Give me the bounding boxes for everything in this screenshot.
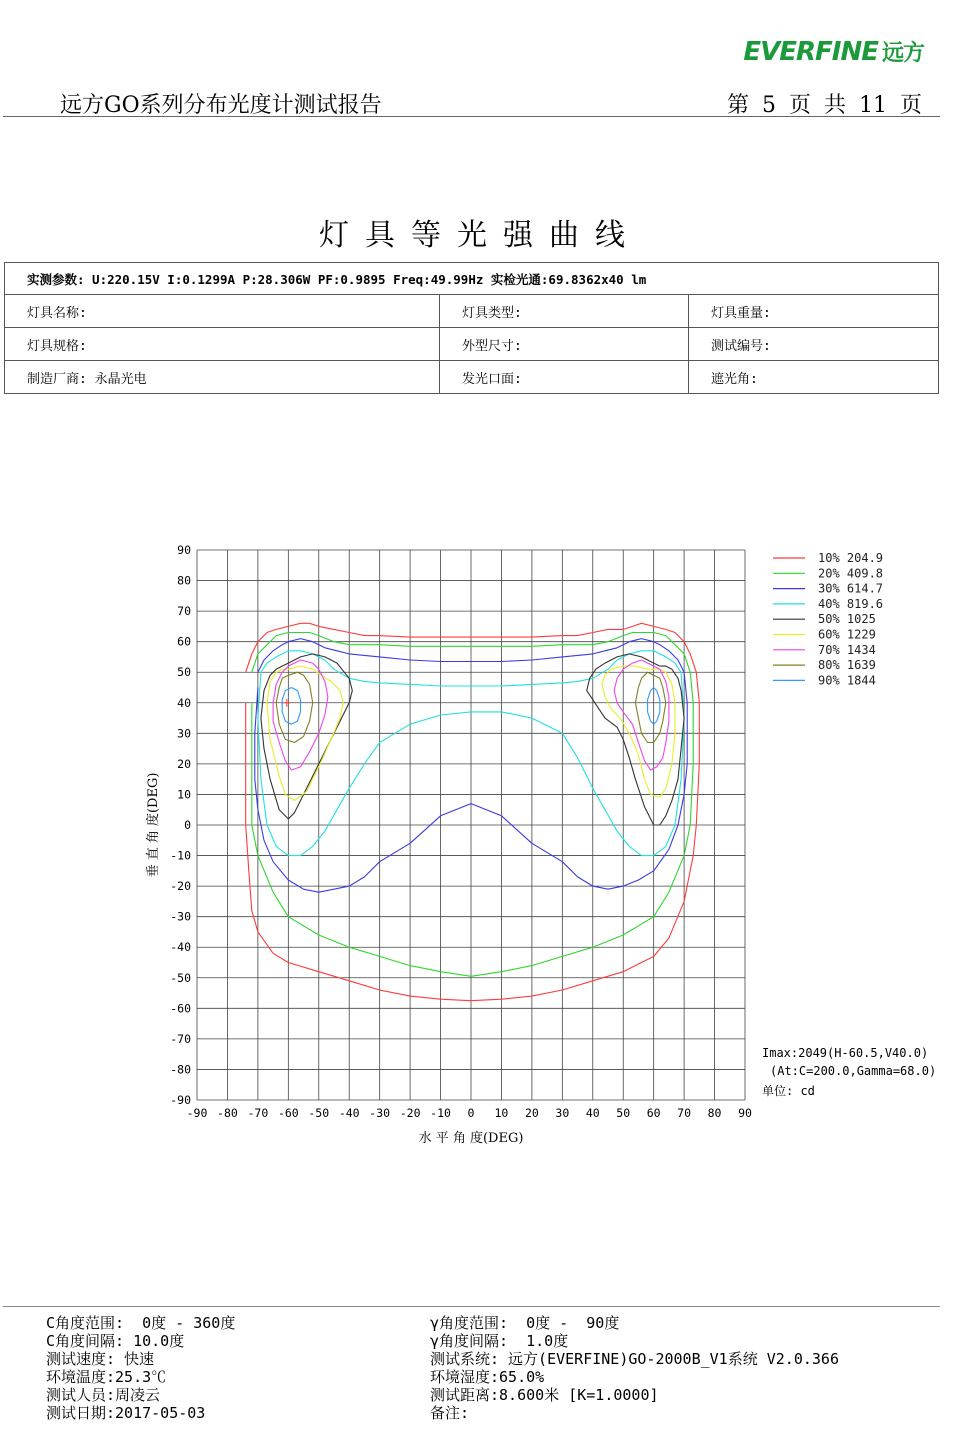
isocandela-contour — [635, 672, 665, 742]
header-divider — [3, 116, 940, 117]
everfine-logo — [743, 36, 924, 67]
x-tick-label: -80 — [217, 1106, 238, 1120]
x-tick-label: 40 — [585, 1106, 600, 1120]
x-tick-label: -30 — [369, 1106, 391, 1120]
info-row — [5, 295, 939, 328]
y-tick-label: 90 — [177, 543, 191, 557]
isocandela-contour — [282, 688, 300, 725]
y-tick-label: -20 — [170, 879, 191, 894]
test-distance: 测试距离:8.600米 [K=1.0000] — [430, 1386, 659, 1404]
y-tick-label: -60 — [170, 1001, 191, 1016]
x-tick-label: 0 — [467, 1106, 475, 1120]
x-tick-label: 30 — [555, 1106, 570, 1120]
legend-label: 40% 819.6 — [818, 596, 884, 611]
y-tick-label: 80 — [177, 573, 191, 588]
x-tick-label: -10 — [430, 1106, 451, 1120]
tester: 测试人员:周凌云 — [46, 1386, 161, 1404]
test-system: 测试系统: 远方(EVERFINE)GO-2000B_V1系统 V2.0.366 — [430, 1350, 839, 1368]
x-tick-label: -40 — [338, 1106, 360, 1120]
legend-label: 70% 1434 — [818, 642, 876, 657]
gamma-angle-interval: γ角度间隔: 1.0度 — [430, 1332, 569, 1350]
lamp-spec-label: 灯具规格: — [5, 328, 440, 361]
y-tick-label: 30 — [177, 726, 191, 741]
page-indicator: 第 5 页 共 11 页 — [727, 93, 922, 118]
footer-divider — [3, 1306, 940, 1307]
logo-cn: 远方 — [881, 41, 924, 66]
lamp-name-label: 灯具名称: — [5, 295, 440, 328]
x-tick-label: 60 — [646, 1106, 661, 1120]
y-tick-label: -90 — [170, 1093, 191, 1107]
info-row — [5, 328, 939, 361]
legend-label: 90% 1844 — [818, 673, 876, 688]
logo-text: EVERFINE — [743, 37, 878, 67]
gamma-angle-range: γ角度范围: 0度 - 90度 — [430, 1314, 620, 1332]
y-tick-label: 0 — [184, 818, 191, 832]
y-tick-label: -30 — [170, 909, 191, 924]
x-axis-label: 水 平 角 度(DEG) — [418, 1131, 524, 1146]
section-title: 灯具等光强曲线 — [319, 218, 641, 253]
y-tick-label: 10 — [177, 787, 191, 802]
footer-left — [46, 1314, 235, 1422]
y-tick-label: 70 — [177, 604, 191, 619]
imax-position-annotation: (At:C=200.0,Gamma=68.0) — [770, 1064, 937, 1078]
footer-right — [430, 1314, 839, 1422]
isocandela-contour — [273, 660, 328, 770]
manufacturer-label: 制造厂商: 永晶光电 — [5, 361, 440, 394]
x-tick-label: -70 — [247, 1106, 269, 1120]
y-tick-label: 40 — [177, 695, 191, 710]
x-tick-label: -90 — [186, 1106, 208, 1120]
x-tick-label: 10 — [494, 1106, 509, 1120]
ambient-temperature: 环境温度:25.3℃ — [46, 1368, 167, 1386]
x-tick-label: -60 — [277, 1106, 299, 1120]
y-axis-label: 垂 直 角 度(DEG) — [146, 772, 161, 878]
legend-label: 60% 1229 — [818, 627, 876, 642]
y-tick-label: 50 — [177, 665, 191, 680]
x-tick-label: 90 — [738, 1106, 752, 1120]
x-tick-label: 50 — [616, 1106, 631, 1120]
emitting-surface-label: 发光口面: — [440, 361, 689, 394]
y-tick-label: 60 — [177, 634, 191, 649]
y-tick-label: 20 — [177, 756, 191, 771]
lamp-type-label: 灯具类型: — [440, 295, 689, 328]
x-tick-label: -50 — [308, 1106, 330, 1120]
dimensions-label: 外型尺寸: — [440, 328, 689, 361]
legend-label: 80% 1639 — [818, 658, 876, 673]
ambient-humidity: 环境湿度:65.0% — [430, 1368, 545, 1386]
y-tick-label: -40 — [170, 940, 191, 955]
test-number-label: 测试编号: — [689, 328, 939, 361]
report-title: 远方GO系列分布光度计测试报告 — [60, 93, 382, 118]
y-tick-label: -10 — [170, 848, 191, 863]
params-row — [5, 263, 939, 295]
isocandela-contour — [246, 623, 700, 1000]
isocandela-chart — [0, 530, 960, 1170]
legend-label: 50% 1025 — [818, 612, 876, 627]
y-tick-label: -70 — [170, 1031, 191, 1046]
legend-label: 10% 204.9 — [818, 551, 884, 565]
lamp-weight-label: 灯具重量: — [689, 295, 939, 328]
isocandela-contour — [614, 660, 669, 770]
x-tick-label: -20 — [399, 1106, 421, 1120]
info-row — [5, 361, 939, 394]
legend-label: 20% 409.8 — [818, 566, 884, 581]
imax-annotation: Imax:2049(H-60.5,V40.0) — [762, 1046, 929, 1060]
shielding-angle-label: 遮光角: — [689, 361, 939, 394]
x-tick-label: 80 — [707, 1106, 722, 1120]
test-date: 测试日期:2017-05-03 — [46, 1404, 206, 1422]
x-tick-label: 70 — [677, 1106, 692, 1120]
remarks: 备注: — [430, 1404, 470, 1422]
legend-label: 30% 614.7 — [818, 581, 884, 596]
test-params: 实测参数: U:220.15V I:0.1299A P:28.306W PF:0.9895 Freq:49.99Hz 实检光通:69.8362x40 lm — [5, 263, 939, 295]
unit-label: 单位: cd — [762, 1084, 815, 1098]
test-speed: 测试速度: 快速 — [46, 1350, 155, 1368]
lamp-info-table — [4, 262, 939, 394]
y-tick-label: -80 — [170, 1062, 191, 1077]
y-tick-label: -50 — [170, 970, 191, 985]
isocandela-chart-container — [0, 530, 960, 1170]
c-angle-range: C角度范围: 0度 - 360度 — [46, 1314, 236, 1332]
c-angle-interval: C角度间隔: 10.0度 — [46, 1332, 185, 1350]
x-tick-label: 20 — [524, 1106, 539, 1120]
